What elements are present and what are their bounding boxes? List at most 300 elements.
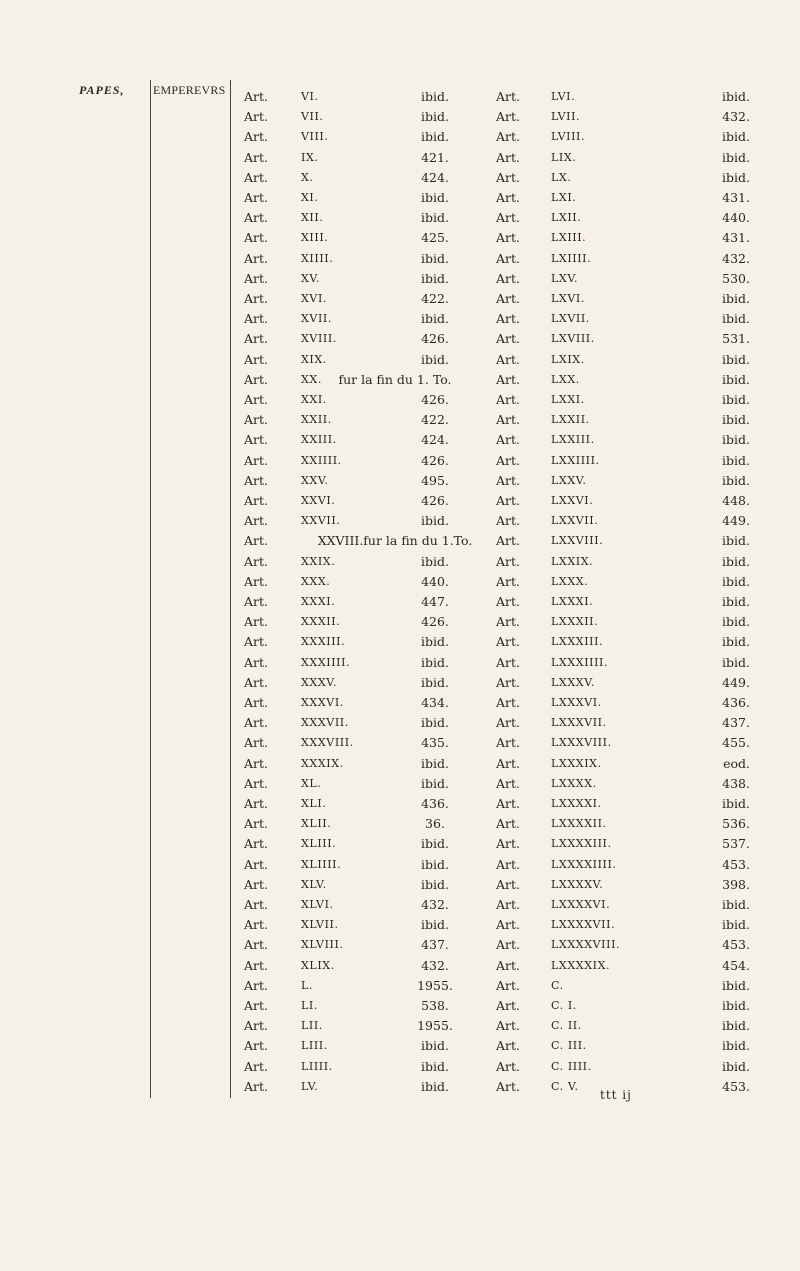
article-label-left: Art.: [244, 412, 268, 428]
article-label-right: Art.: [496, 755, 520, 771]
article-number-right: LXXXIIII.: [551, 655, 609, 669]
article-number-right: LXIII.: [551, 231, 587, 245]
article-number-right: C. II.: [551, 1019, 582, 1033]
table-row: [0, 956, 800, 976]
page-reference-right: 530.: [722, 270, 750, 286]
table-row: [0, 814, 800, 834]
article-label-left: Art.: [244, 735, 268, 751]
article-number-left: XXXI.: [301, 595, 336, 608]
page-reference-left: 425.: [421, 230, 449, 246]
page-reference-left: ibid.: [421, 513, 449, 529]
article-label-right: Art.: [496, 553, 520, 569]
page-reference-right: 431.: [722, 230, 750, 246]
article-number-left: XXVI.: [301, 494, 336, 507]
table-row: [0, 188, 800, 208]
page-reference-left: 421.: [421, 149, 449, 165]
article-label-right: Art.: [496, 250, 520, 266]
article-label-left: Art.: [244, 594, 268, 609]
table-row: [0, 713, 800, 733]
article-label-right: Art.: [496, 392, 520, 407]
page-reference-left: ibid.: [421, 876, 449, 892]
table-row: [0, 289, 800, 309]
page-reference-right: ibid.: [722, 917, 750, 933]
table-row: [0, 430, 800, 450]
article-number-left: XXVII.: [301, 514, 341, 528]
page-reference-right: ibid.: [722, 311, 750, 327]
article-label-left: Art.: [244, 1058, 268, 1074]
article-label-left: Art.: [244, 291, 268, 306]
article-number-left: VIII.: [301, 130, 329, 144]
article-label-right: Art.: [496, 371, 520, 387]
page-reference-right: ibid.: [722, 796, 750, 811]
table-row: [0, 754, 800, 774]
article-number-right: LXXV.: [551, 473, 587, 487]
table-row: [0, 935, 800, 955]
page-reference-right: 453.: [722, 1078, 750, 1094]
article-label-right: Art.: [496, 654, 520, 670]
table-row: [0, 491, 800, 511]
page-reference-left: ibid.: [421, 553, 449, 569]
article-label-left: Art.: [244, 1038, 268, 1054]
article-label-right: Art.: [496, 493, 520, 508]
page-reference-right: 531.: [722, 331, 750, 347]
article-number-left: XLIIII.: [301, 857, 342, 871]
table-row: [0, 87, 800, 107]
page-reference-right: ibid.: [722, 371, 750, 387]
article-number-right: LXXXIII.: [551, 635, 604, 649]
table-row: [0, 107, 800, 127]
article-number-left: XLV.: [301, 877, 327, 891]
page-reference-left: fur la fin du 1. To.: [338, 371, 452, 387]
article-number-left: XXIII.: [301, 433, 337, 447]
page-reference-right: 432.: [722, 109, 750, 125]
table-row: [0, 572, 800, 592]
article-number-right: LXXXXII.: [551, 817, 607, 831]
article-label-right: Art.: [496, 594, 520, 609]
page-reference-right: ibid.: [722, 472, 750, 488]
article-label-left: Art.: [244, 654, 268, 670]
article-label-left: Art.: [244, 937, 268, 953]
article-label-left: Art.: [244, 755, 268, 771]
page-reference-right: 398.: [722, 876, 750, 892]
article-label-left: Art.: [244, 169, 268, 185]
article-number-right: LXXXVIII.: [551, 736, 612, 750]
table-row: [0, 996, 800, 1016]
page-reference-right: ibid.: [722, 897, 750, 912]
page-reference-right: ibid.: [722, 452, 750, 468]
page-reference-right: ibid.: [722, 998, 750, 1013]
article-number-right: LVIII.: [551, 130, 586, 144]
page-reference-left: ibid.: [421, 755, 449, 771]
signature-mark: ttt ij: [600, 1088, 632, 1102]
article-number-right: LXXXVI.: [551, 696, 602, 709]
article-label-right: Art.: [496, 89, 520, 104]
article-label-right: Art.: [496, 715, 520, 731]
page-reference-left: ibid.: [421, 190, 449, 205]
article-number-right: LXXXXIX.: [551, 958, 611, 972]
article-label-left: Art.: [244, 250, 268, 266]
page-reference-left: ibid.: [421, 1078, 449, 1094]
page-reference-left: 426.: [421, 614, 449, 630]
article-label-left: Art.: [244, 311, 268, 327]
article-number-left: XVIII.: [301, 332, 337, 346]
article-number-left: LIIII.: [301, 1059, 333, 1073]
article-number-left: XLVIII.: [301, 938, 344, 952]
article-label-right: Art.: [496, 311, 520, 327]
page-reference-right: 432.: [722, 250, 750, 266]
table-row: [0, 511, 800, 531]
article-label-left: Art.: [244, 331, 268, 347]
article-number-right: LXXXV.: [551, 675, 595, 689]
article-label-right: Art.: [496, 796, 520, 811]
article-number-right: LXII.: [551, 211, 582, 225]
table-row: [0, 1016, 800, 1036]
article-number-right: C. IIII.: [551, 1059, 592, 1073]
table-row: [0, 471, 800, 491]
article-number-right: LXXIX.: [551, 554, 594, 568]
article-label-left: Art.: [244, 573, 268, 589]
page-reference-right: 449.: [722, 674, 750, 690]
article-number-left: XII.: [301, 211, 324, 225]
table-row: [0, 390, 800, 410]
page-reference-left: 432.: [421, 897, 449, 912]
article-label-left: Art.: [244, 129, 268, 145]
article-number-right: LXXXXV.: [551, 877, 604, 891]
table-row: [0, 1077, 800, 1097]
article-label-right: Art.: [496, 351, 520, 367]
page-reference-left: 434.: [421, 695, 449, 710]
article-number-left: VI.: [301, 90, 319, 103]
page-reference-left: 447.: [421, 594, 449, 609]
article-label-left: Art.: [244, 210, 268, 226]
article-number-right: LXXXXVII.: [551, 918, 616, 932]
page-reference-left: 36.: [425, 816, 445, 832]
page-reference-right: 453.: [722, 856, 750, 872]
table-row: [0, 309, 800, 329]
table-row: [0, 1057, 800, 1077]
page-reference-left: ibid.: [421, 351, 449, 367]
article-label-right: Art.: [496, 210, 520, 226]
page-reference-right: ibid.: [722, 432, 750, 448]
article-label-left: Art.: [244, 917, 268, 933]
page-reference-right: 454.: [722, 957, 750, 973]
page-reference-right: ibid.: [722, 1038, 750, 1054]
article-label-right: Art.: [496, 876, 520, 892]
table-row: [0, 794, 800, 814]
page-reference-right: ibid.: [722, 392, 750, 407]
article-number-left: XLIX.: [301, 958, 335, 972]
page-reference-left: 422.: [421, 291, 449, 306]
article-number-left: XXXV.: [301, 675, 338, 689]
table-row: [0, 693, 800, 713]
page-reference-right: 437.: [722, 715, 750, 731]
article-label-left: Art.: [244, 270, 268, 286]
article-label-right: Art.: [496, 695, 520, 710]
article-label-left: Art.: [244, 695, 268, 710]
page-reference-right: ibid.: [722, 533, 750, 549]
page-reference-right: ibid.: [722, 977, 750, 993]
article-label-left: Art.: [244, 897, 268, 912]
page-reference-right: ibid.: [722, 654, 750, 670]
article-number-left: XLIII.: [301, 837, 337, 851]
article-number-right: LXXXII.: [551, 615, 599, 629]
page-reference-left: 426.: [421, 493, 449, 508]
article-number-left: LIII.: [301, 1039, 328, 1053]
article-label-left: Art.: [244, 876, 268, 892]
article-number-right: LXIIII.: [551, 251, 592, 265]
papes-label: PAPES,: [79, 83, 125, 97]
table-row: [0, 329, 800, 349]
article-label-right: Art.: [496, 614, 520, 630]
page-reference-left: 426.: [421, 392, 449, 407]
article-label-right: Art.: [496, 634, 520, 650]
article-number-right: LVI.: [551, 90, 576, 103]
article-number-right: LXIX.: [551, 352, 585, 366]
page-reference-right: ibid.: [722, 594, 750, 609]
article-label-left: Art.: [244, 533, 268, 549]
table-row: [0, 632, 800, 652]
page-reference-left: 432.: [421, 957, 449, 973]
article-label-right: Art.: [496, 977, 520, 993]
article-number-right: LXXX.: [551, 574, 589, 588]
article-number-left: XVII.: [301, 312, 332, 326]
article-label-left: Art.: [244, 432, 268, 448]
page-reference-left: ibid.: [421, 1038, 449, 1054]
table-row: [0, 834, 800, 854]
article-number-left: LV.: [301, 1079, 319, 1093]
page-reference-left: 1955.: [417, 977, 453, 993]
article-label-right: Art.: [496, 270, 520, 286]
page-reference-right: ibid.: [722, 1018, 750, 1034]
article-label-right: Art.: [496, 109, 520, 125]
article-label-left: Art.: [244, 816, 268, 832]
page-reference-right: 455.: [722, 735, 750, 751]
article-number-left: XXXII.: [301, 615, 341, 629]
page-reference-left: ibid.: [421, 270, 449, 286]
page-reference-left: 1955.: [417, 1018, 453, 1034]
table-row: [0, 451, 800, 471]
article-number-right: LXXXX.: [551, 776, 597, 790]
article-label-right: Art.: [496, 472, 520, 488]
article-number-right: LXXVII.: [551, 514, 599, 528]
article-label-left: Art.: [244, 392, 268, 407]
article-label-left: Art.: [244, 149, 268, 165]
article-label-right: Art.: [496, 533, 520, 549]
article-label-right: Art.: [496, 230, 520, 246]
page-reference-left: 495.: [421, 472, 449, 488]
article-number-left: XXXVIII.: [301, 736, 354, 750]
article-number-right: LXVII.: [551, 312, 590, 326]
table-row: [0, 249, 800, 269]
table-row: [0, 1036, 800, 1056]
article-label-left: Art.: [244, 89, 268, 104]
article-label-left: Art.: [244, 513, 268, 529]
article-label-right: Art.: [496, 412, 520, 428]
article-number-left: XXXIX.: [301, 756, 344, 770]
article-label-left: Art.: [244, 977, 268, 993]
page-reference-right: 537.: [722, 836, 750, 852]
table-row: [0, 350, 800, 370]
article-number-left: XXIX.: [301, 554, 336, 568]
article-label-right: Art.: [496, 573, 520, 589]
article-number-right: LXXIIII.: [551, 453, 600, 467]
page-reference-left: ibid.: [421, 715, 449, 731]
page-reference-right: eod.: [723, 755, 750, 771]
article-number-left: XV.: [301, 271, 321, 285]
article-number-left: XIX.: [301, 352, 327, 366]
article-number-left: XIIII.: [301, 251, 334, 265]
page-reference-left: ibid.: [421, 109, 449, 125]
article-label-left: Art.: [244, 796, 268, 811]
page-reference-left: 424.: [421, 169, 449, 185]
article-label-right: Art.: [496, 816, 520, 832]
article-number-right: LXVI.: [551, 292, 585, 305]
article-number-left: L.: [301, 978, 314, 992]
article-label-right: Art.: [496, 1058, 520, 1074]
table-row: [0, 895, 800, 915]
article-label-right: Art.: [496, 937, 520, 953]
article-number-left: LI.: [301, 999, 318, 1012]
article-number-right: LXI.: [551, 191, 577, 204]
article-label-left: Art.: [244, 715, 268, 731]
article-number-right: LXXXIX.: [551, 756, 602, 770]
article-number-left: XLI.: [301, 797, 327, 810]
article-label-right: Art.: [496, 674, 520, 690]
article-number-right: LXXI.: [551, 393, 585, 406]
article-number-left: XXXIII.: [301, 635, 346, 649]
page-reference-right: ibid.: [722, 291, 750, 306]
article-label-left: Art.: [244, 1078, 268, 1094]
article-label-left: Art.: [244, 634, 268, 650]
article-number-left: XXXIIII.: [301, 655, 351, 669]
page-reference-left: 426.: [421, 452, 449, 468]
page-reference-right: 536.: [722, 816, 750, 832]
page-reference-left: XXVIII.fur la fin du 1.To.: [317, 533, 473, 549]
article-number-right: LXXXI.: [551, 595, 594, 608]
table-row: [0, 612, 800, 632]
page-reference-right: 448.: [722, 493, 750, 508]
article-label-right: Art.: [496, 432, 520, 448]
article-number-right: C.: [551, 978, 564, 992]
article-label-right: Art.: [496, 452, 520, 468]
article-label-right: Art.: [496, 917, 520, 933]
article-number-left: IX.: [301, 150, 319, 164]
article-label-left: Art.: [244, 452, 268, 468]
table-row: [0, 370, 800, 390]
page-reference-left: 437.: [421, 937, 449, 953]
article-number-right: LXXXXIIII.: [551, 857, 617, 871]
article-label-left: Art.: [244, 775, 268, 791]
page-reference-right: ibid.: [722, 1058, 750, 1074]
page-reference-right: ibid.: [722, 553, 750, 569]
table-row: [0, 148, 800, 168]
article-number-right: LXXXXIII.: [551, 837, 612, 851]
page-reference-left: ibid.: [421, 634, 449, 650]
table-row: [0, 733, 800, 753]
article-label-left: Art.: [244, 674, 268, 690]
article-number-right: LXV.: [551, 271, 579, 285]
table-row: [0, 592, 800, 612]
article-label-right: Art.: [496, 836, 520, 852]
table-row: [0, 410, 800, 430]
page-reference-left: 424.: [421, 432, 449, 448]
table-row: [0, 976, 800, 996]
article-number-right: LVII.: [551, 110, 581, 124]
page-reference-right: 453.: [722, 937, 750, 953]
article-label-left: Art.: [244, 472, 268, 488]
page-reference-left: ibid.: [421, 654, 449, 670]
article-label-right: Art.: [496, 856, 520, 872]
article-label-left: Art.: [244, 957, 268, 973]
article-number-left: XXXVII.: [301, 716, 349, 730]
article-number-right: LXXXXVI.: [551, 898, 611, 911]
article-number-right: C. III.: [551, 1039, 587, 1053]
article-number-left: XIII.: [301, 231, 329, 245]
article-number-right: LX.: [551, 170, 572, 184]
article-label-right: Art.: [496, 1038, 520, 1054]
article-number-right: LXXXXVIII.: [551, 938, 621, 952]
article-number-right: LXXVIII.: [551, 534, 604, 548]
article-label-right: Art.: [496, 513, 520, 529]
table-row: [0, 774, 800, 794]
article-number-left: XVI.: [301, 292, 328, 305]
page-reference-left: 538.: [421, 998, 449, 1013]
article-label-right: Art.: [496, 1078, 520, 1094]
article-label-right: Art.: [496, 735, 520, 751]
article-number-left: X.: [301, 170, 314, 184]
article-label-left: Art.: [244, 190, 268, 205]
page-reference-left: ibid.: [421, 917, 449, 933]
page-reference-right: ibid.: [722, 89, 750, 104]
page-reference-left: 435.: [421, 735, 449, 751]
page-reference-right: 431.: [722, 190, 750, 205]
article-number-right: LXXVI.: [551, 494, 594, 507]
page-reference-left: ibid.: [421, 1058, 449, 1074]
article-number-left: XX.: [301, 372, 322, 386]
page-reference-left: ibid.: [421, 856, 449, 872]
article-label-left: Art.: [244, 553, 268, 569]
page-reference-right: 449.: [722, 513, 750, 529]
table-row: [0, 915, 800, 935]
page-reference-left: 436.: [421, 796, 449, 811]
article-label-right: Art.: [496, 169, 520, 185]
article-number-left: XXX.: [301, 574, 331, 588]
article-number-left: XXI.: [301, 393, 327, 406]
table-row: [0, 127, 800, 147]
article-number-right: C. I.: [551, 999, 577, 1012]
page-reference-left: ibid.: [421, 674, 449, 690]
article-number-right: LXX.: [551, 372, 580, 386]
article-number-left: XLVI.: [301, 898, 334, 911]
table-row: [0, 673, 800, 693]
page-reference-right: ibid.: [722, 614, 750, 630]
article-label-right: Art.: [496, 1018, 520, 1034]
page-reference-left: ibid.: [421, 89, 449, 104]
article-number-right: LXXXVII.: [551, 716, 607, 730]
article-label-left: Art.: [244, 371, 268, 387]
article-number-left: VII.: [301, 110, 324, 124]
table-row: [0, 208, 800, 228]
article-label-left: Art.: [244, 998, 268, 1013]
article-number-left: XXII.: [301, 413, 332, 427]
article-label-left: Art.: [244, 230, 268, 246]
page-reference-right: ibid.: [722, 573, 750, 589]
table-row: [0, 168, 800, 188]
table-row: [0, 552, 800, 572]
article-label-left: Art.: [244, 836, 268, 852]
table-row: [0, 228, 800, 248]
article-number-left: XXXVI.: [301, 696, 344, 709]
